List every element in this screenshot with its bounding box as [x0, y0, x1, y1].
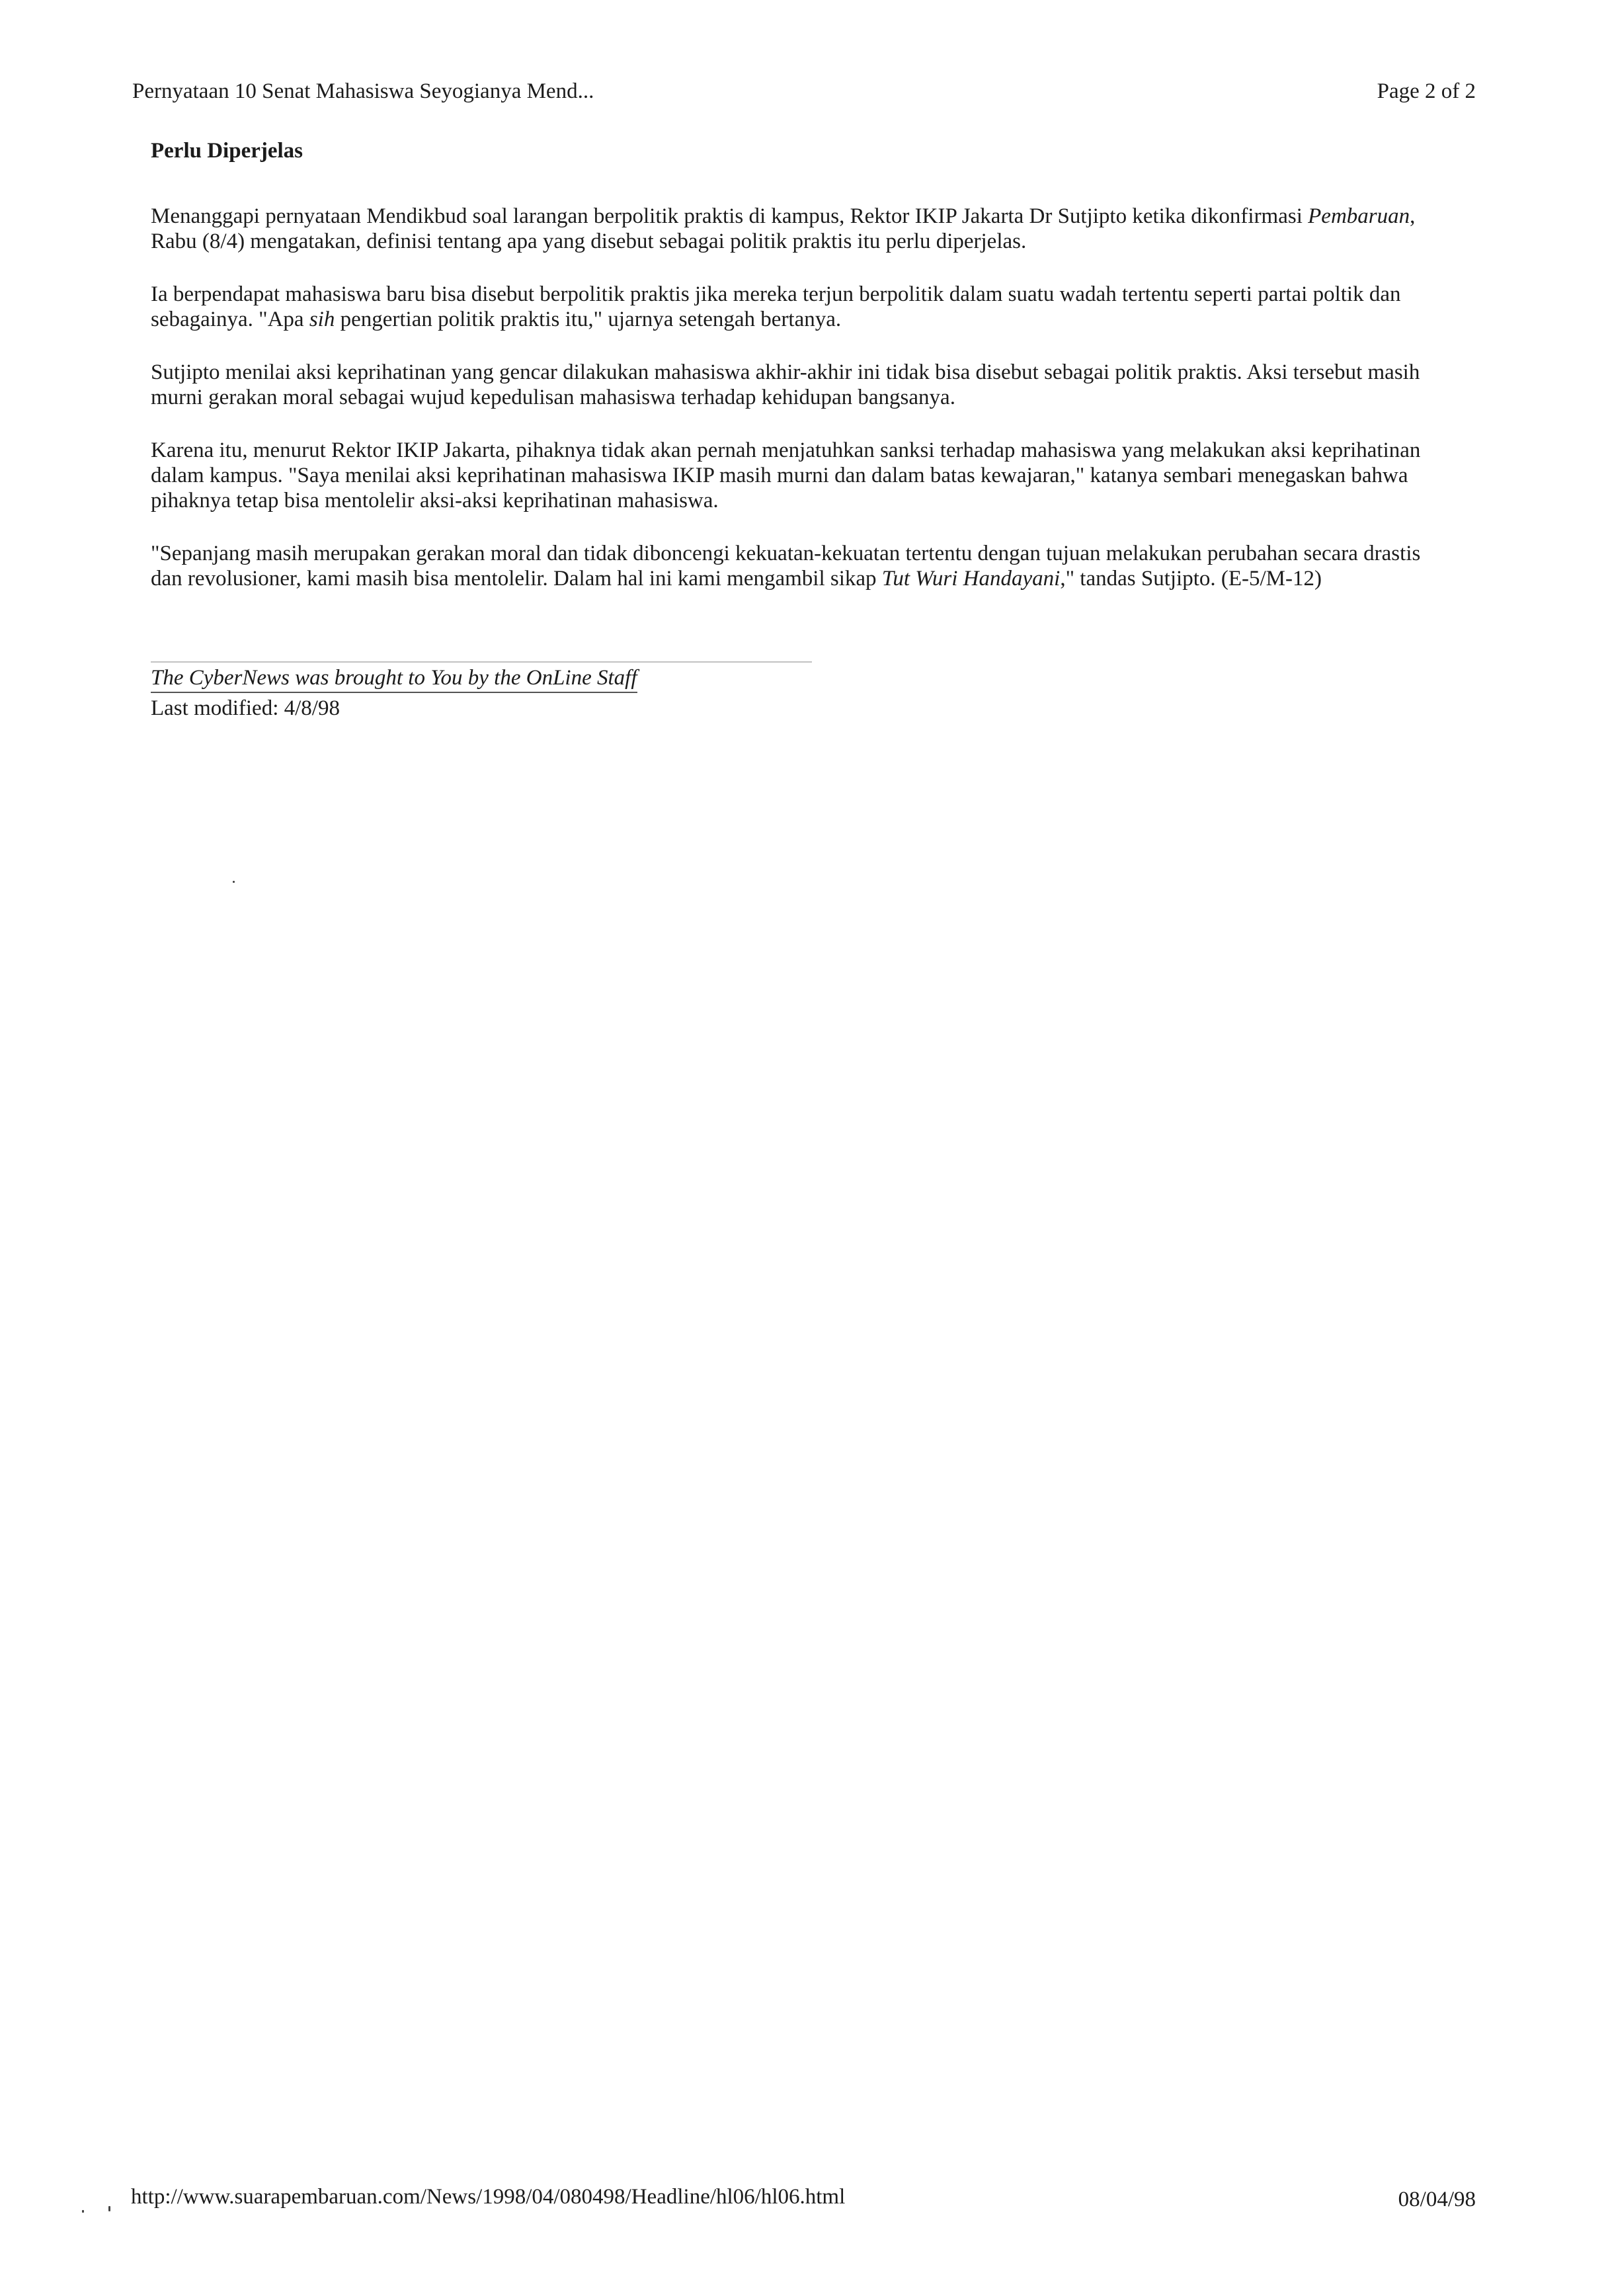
print-footer	[131, 2184, 1476, 2217]
paragraph-2-italic: sih	[309, 308, 335, 331]
print-date: 08/04/98	[1398, 2188, 1476, 2211]
footer-divider	[151, 661, 812, 663]
staff-credit: The CyberNews was brought to You by the OnLine Staff	[151, 665, 637, 693]
paragraph-4: Karena itu, menurut Rektor IKIP Jakarta, pihaknya tidak akan pernah menjatuhkan sanksi terhadap mahasiswa yang melakukan aksi keprihatinan dalam kampus. "Saya menilai aksi keprihatinan mahasiswa IKIP masih murni dan dalam batas kewajaran," katanya sembari menegaskan bahwa pihaknya tetap bisa mentolelir aksi-aksi keprihatinan mahasiswa.	[151, 438, 1421, 512]
paragraph-1-text-b: , Rabu (8/4) mengatakan, definisi tentang apa yang disebut sebagai politik praktis itu perlu diperjelas.	[151, 204, 1416, 253]
section-heading: Perlu Diperjelas	[151, 139, 303, 163]
paragraph-2-text-b: pengertian politik praktis itu," ujarnya setengah bertanya.	[335, 308, 842, 331]
article-body	[151, 138, 1447, 619]
paragraph-2	[151, 282, 1447, 332]
header-title: Pernyataan 10 Senat Mahasiswa Seyogianya Mend...	[132, 79, 594, 103]
paragraph-1-italic: Pembaruan	[1308, 204, 1410, 228]
paragraph-1-text-a: Menanggapi pernyataan Mendikbud soal larangan berpolitik praktis di kampus, Rektor IKIP Jakarta Dr Sutjipto ketika dikonfirmasi	[151, 204, 1308, 228]
paragraph-5-text-a: "Sepanjang masih merupakan gerakan moral dan tidak diboncengi kekuatan-kekuatan tertentu dengan tujuan melakukan perubahan secara drastis dan revolusioner, kami masih bisa mentolelir. Dalam hal ini kami mengambil sikap	[151, 542, 1421, 591]
source-url: http://www.suarapembaruan.com/News/1998/04/080498/Headline/hl06/hl06.html	[131, 2185, 846, 2209]
last-modified: Last modified: 4/8/98	[151, 696, 340, 720]
running-header	[132, 78, 1476, 111]
paragraph-5	[151, 541, 1447, 591]
scan-speck	[82, 2210, 84, 2213]
paragraph-3: Sutjipto menilai aksi keprihatinan yang gencar dilakukan mahasiswa akhir-akhir ini tidak bisa disebut sebagai politik praktis. Aksi tersebut masih murni gerakan moral sebagai wujud kepedulisan mahasiswa terhadap kehidupan bangsanya.	[151, 360, 1420, 409]
paragraph-5-italic: Tut Wuri Handayani	[881, 567, 1061, 591]
paragraph-5-text-b: ," tandas Sutjipto. (E-5/M-12)	[1060, 567, 1322, 591]
paragraph-1	[151, 204, 1447, 254]
scan-speck	[108, 2206, 110, 2211]
article-footer	[151, 661, 1447, 721]
paragraph-2-text-a: Ia berpendapat mahasiswa baru bisa disebut berpolitik praktis jika mereka terjun berpolitik dalam suatu wadah tertentu seperti partai poltik dan sebagainya. "Apa	[151, 282, 1401, 331]
page-number: Page 2 of 2	[1377, 79, 1476, 103]
scan-speck	[233, 881, 235, 883]
